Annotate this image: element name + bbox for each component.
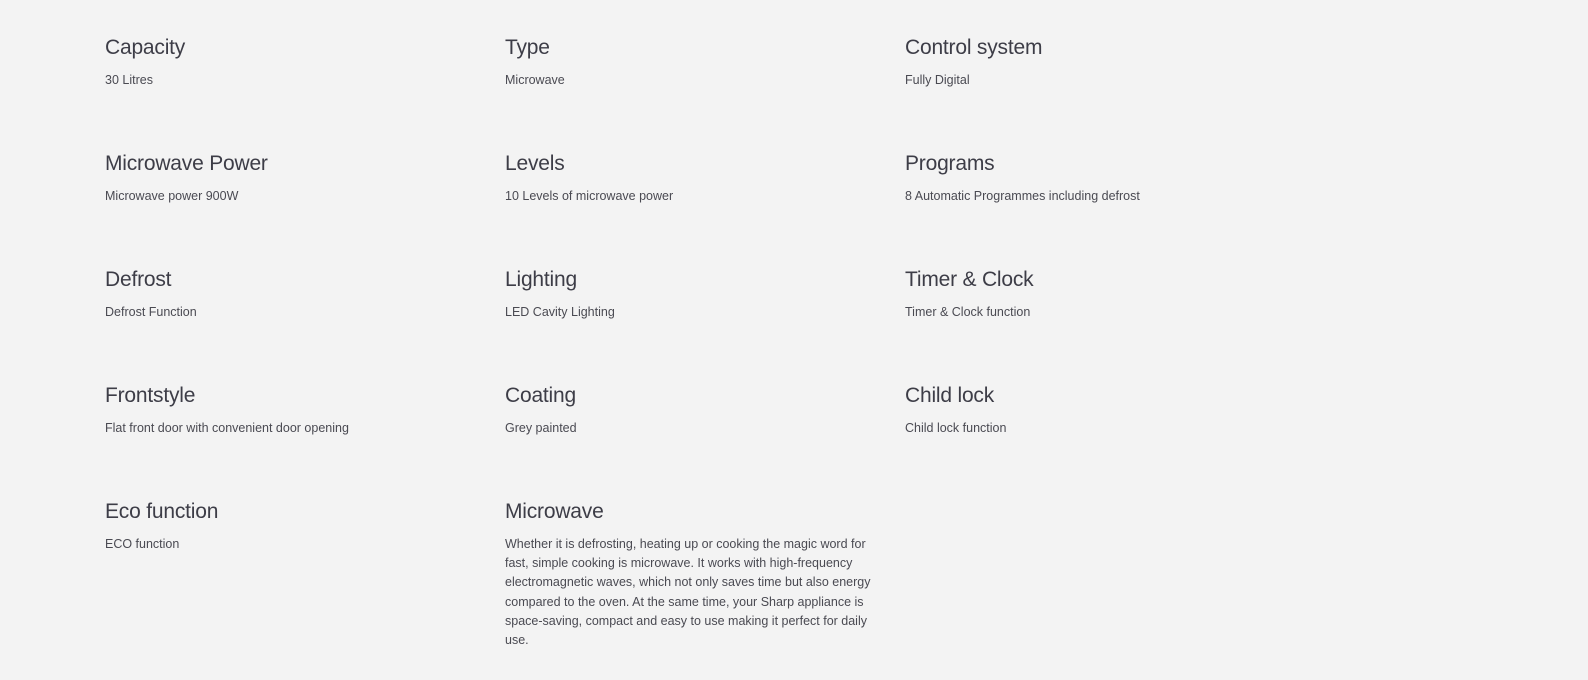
spec-capacity bbox=[105, 36, 475, 90]
spec-value: Microwave bbox=[505, 73, 565, 87]
spec-value: 8 Automatic Programmes including defrost bbox=[905, 189, 1140, 203]
spec-microwave-description bbox=[505, 500, 875, 650]
spec-frontstyle bbox=[105, 384, 475, 438]
spec-title: Frontstyle bbox=[105, 384, 196, 407]
spec-value: Microwave power 900W bbox=[105, 189, 239, 203]
spec-timer-clock bbox=[905, 268, 1275, 322]
spec-value: Timer & Clock function bbox=[905, 305, 1031, 319]
spec-control-system bbox=[905, 36, 1275, 90]
spec-value: LED Cavity Lighting bbox=[505, 305, 615, 319]
spec-title: Programs bbox=[905, 152, 995, 175]
spec-title: Timer & Clock bbox=[905, 268, 1034, 291]
spec-value: Defrost Function bbox=[105, 305, 197, 319]
spec-title: Eco function bbox=[105, 500, 219, 523]
spec-levels bbox=[505, 152, 875, 206]
spec-value: Grey painted bbox=[505, 421, 577, 435]
spec-lighting bbox=[505, 268, 875, 322]
spec-title: Child lock bbox=[905, 384, 995, 407]
spec-title: Lighting bbox=[505, 268, 577, 291]
spec-title: Microwave Power bbox=[105, 152, 268, 175]
spec-coating bbox=[505, 384, 875, 438]
spec-title: Control system bbox=[905, 36, 1043, 59]
spec-child-lock bbox=[905, 384, 1275, 438]
spec-value: Child lock function bbox=[905, 421, 1007, 435]
spec-value: 30 Litres bbox=[105, 73, 153, 87]
spec-title: Levels bbox=[505, 152, 565, 175]
spec-title: Coating bbox=[505, 384, 576, 407]
spec-programs bbox=[905, 152, 1275, 206]
spec-title: Capacity bbox=[105, 36, 186, 59]
spec-microwave-power bbox=[105, 152, 475, 206]
spec-eco-function bbox=[105, 500, 475, 554]
spec-value: Flat front door with convenient door opening bbox=[105, 421, 349, 435]
spec-value: ECO function bbox=[105, 537, 180, 551]
spec-value: 10 Levels of microwave power bbox=[505, 189, 674, 203]
spec-value: Fully Digital bbox=[905, 73, 970, 87]
spec-type bbox=[505, 36, 875, 90]
spec-title: Type bbox=[505, 36, 550, 59]
spec-title: Defrost bbox=[105, 268, 172, 291]
spec-defrost bbox=[105, 268, 475, 322]
spec-title: Microwave bbox=[505, 500, 604, 523]
spec-value: Whether it is defrosting, heating up or cooking the magic word for fast, simple cooking is microwave. It works with high-frequency electromagnetic waves, which not only saves time but also energy compared to the oven. At the same time, your Sharp appliance is space-saving, compact and easy to use making it perfect for daily use. bbox=[505, 537, 871, 648]
